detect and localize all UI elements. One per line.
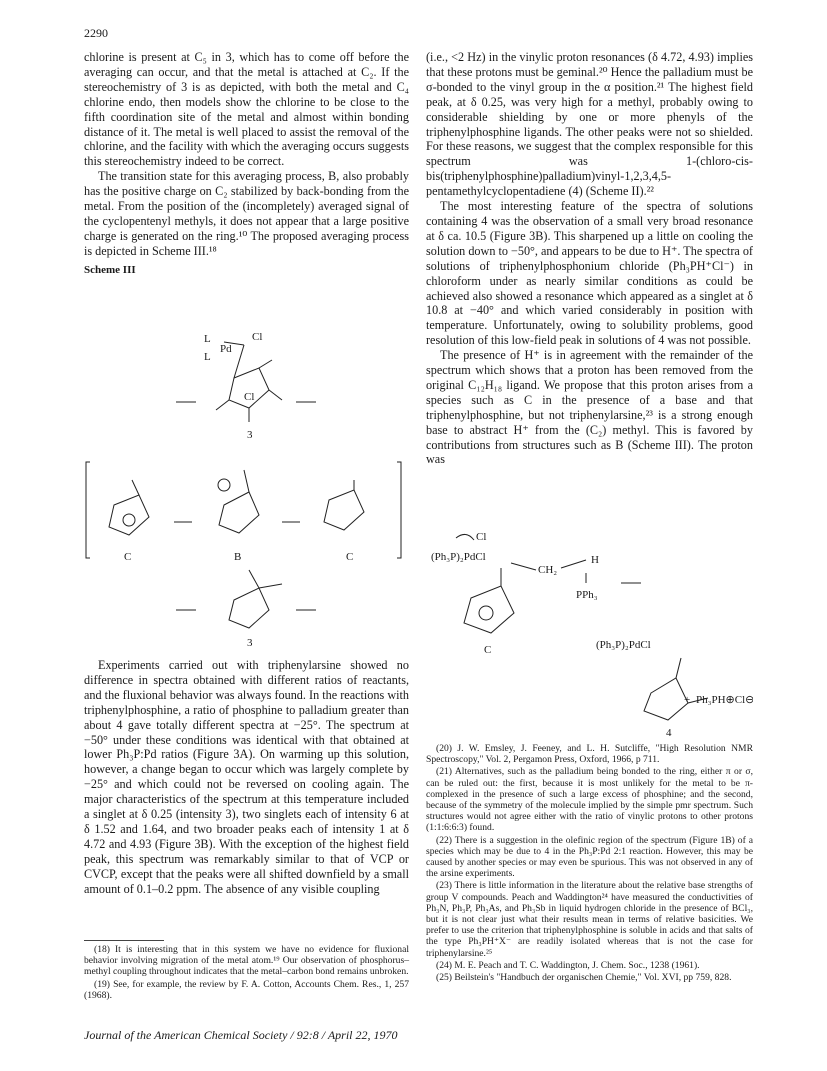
right-paragraph-1: (i.e., <2 Hz) in the vinylic proton resonances (δ 4.72, 4.93) implies that these protons must be geminal.²⁰ Hence the palladium must be σ-bonded to the vinyl group in the α position.²¹ The highest field peak, at δ 0.25, was very high for a methyl, probably owing to considerable shielding by one or more phenyls of the triphenylphosphine ligands. The other peaks were not so shielded. For these reasons, we suggest that the complex responsible for this spectrum was 1-(chloro-cis-bis(triphenylphosphine)palladium)vinyl-1,2,3,4,5-pentamethylcyclopentadiene (4) (Scheme II).²² <box>426 50 753 199</box>
rxn-cl-top: Cl <box>476 531 487 543</box>
footnotes-right <box>426 743 753 984</box>
footnote-24: (24) M. E. Peach and T. C. Waddington, J. Chem. Soc., 1238 (1961). <box>436 959 700 971</box>
scheme-label-3-top: 3 <box>247 429 253 441</box>
footnote-23: (23) There is little information in the literature about the relative base strengths of group V compounds. Peach and Waddington²⁴ have measured the conductivities of Ph₃N, Ph₃P, Ph₃As, and Ph₃Sb in liquid hydrogen chloride in the presence of BCl₃, but it is not clear just what their results mean in terms of relative basicities. We prefer to use the criterion that triphenylphosphine is soluble in acids and that salts of the type Ph₃PH⁺X⁻ are readily isolated whereas that is not the case for triphenylarsine.²⁵ <box>426 880 753 959</box>
footnote-rule <box>84 940 164 941</box>
rxn-label-4: 4 <box>666 727 672 739</box>
footnote-19: (19) See, for example, the review by F. A. Cotton, Accounts Chem. Res., 1, 257 (1968). <box>84 978 409 1001</box>
right-paragraph-3: The presence of H⁺ is in agreement with the remainder of the spectrum which shows that a proton has been removed from the original C₁₂H₁₈ ligand. We propose that this proton arises from a species such as C in the presence of a base and that triphenylphosphine, but not triphenylarsine,²³ is a strong enough base to abstract H⁺ from the (C₂) methyl. This is favored by contributions from structures such as B (Scheme III). The proton was <box>426 348 753 467</box>
scheme-label-3-bottom: 3 <box>247 637 253 649</box>
rxn-pph3: PPh₃ <box>576 589 598 601</box>
right-paragraph-2: The most interesting feature of the spectra of solutions containing 4 was the observation of a small very broad resonance at δ ca. 10.5 (Figure 3B). This sharpened up a little on cooling the solution down to −50°, and appears to be due to H⁺. The spectra of solutions of triphenylphosphonium chloride (Ph₃PH⁺Cl⁻) in chloroform under as nearly similar conditions as could be achieved also showed a resonance which appeared as a singlet at δ 10.8 at −40° and which varied considerably in position with temperature. Unfortunately, owing to solubility problems, good resolution of this low-field peak in solutions of 4 was not possible. <box>426 199 753 348</box>
scheme-iii-drawing <box>84 320 409 650</box>
footnote-22: (22) There is a suggestion in the olefinic region of the spectrum (Figure 1B) of a species which may be due to 4 in the Ph₃P:Pd 2:1 reaction. However, this may be caused by another species or may even be spurious. This was not observed in any of the arsine experiments. <box>426 834 753 880</box>
scheme-label-B: B <box>234 551 242 563</box>
scheme-label-C-left: C <box>124 551 132 563</box>
left-paragraph-1: chlorine is present at C₅ in 3, which has to come off before the averaging can occur, and that the metal is attached at C₂. If the stereochemistry of 3 is as depicted, with both the metal and C₄ chlorine endo, then models show the chlorine to be close to the fifth coordination site of the metal and almost within bonding distance of it. The metal is well placed to assist the removal of the chlorine, and the facility with which the averaging occurs suggests this stereochemistry indeed to be correct. <box>84 50 409 169</box>
scheme-iii-figure <box>84 320 409 650</box>
scheme-label-Cl2: Cl <box>244 391 255 403</box>
rxn-label-C: C <box>484 644 492 656</box>
rxn-h: H <box>591 554 599 566</box>
rxn-pd-complex: (Ph₃P)₂PdCl <box>431 551 486 563</box>
reaction-drawing <box>426 528 753 743</box>
left-lower-text <box>84 658 409 897</box>
rxn-plus: + <box>684 694 691 706</box>
footnote-25: (25) Beilstein's "Handbuch der organischen Chemie," Vol. XVI, pp 759, 828. <box>436 972 732 984</box>
left-paragraph-2: The transition state for this averaging process, B, also probably has the positive charge on C₂ stabilized by back-bonding from the metal. From the position of the (incompletely) averaged signal of the cyclopentenyl methyls, it does not appear that a large positive charge is generated on the ring.¹⁰ The proposed averaging process is depicted in Scheme III.¹⁸ <box>84 169 409 258</box>
footnotes-left <box>84 944 409 1002</box>
rxn-product-pd: (Ph₃P)₂PdCl <box>596 639 651 651</box>
rxn-ch2: CH₂ <box>538 564 558 576</box>
scheme-label-Cl1: Cl <box>252 331 263 343</box>
scheme-label: Scheme III <box>84 263 136 276</box>
scheme-label-C-right: C <box>346 551 354 563</box>
proton-abstraction-scheme <box>426 528 753 743</box>
footnote-21: (21) Alternatives, such as the palladium being bonded to the ring, either π or σ, can be ruled out: the first, because it is most unlikely for the metal to be π-complexed in the presence of such a large excess of phosphine; and the second, because of the symmetry of the molecule implied by the simple pmr spectrum. Such structures would not agree either with the ratio of vinylic protons to other protons (1:1:6:6:3) found. <box>426 766 753 834</box>
left-paragraph-3: Experiments carried out with triphenylarsine showed no difference in spectra obtained with different ratios of reactants, and the fluxional behavior was always found. In the reactions with triphenylphosphine, a ratio of phosphine to palladium greater than about 4 gave totally different spectra at −25°. The spectrum at −50° under these conditions was identical with that obtained at lower Ph₃P:Pd ratios (Figure 3A). On warming up this solution, however, a change began to occur which was largely complete by −25° and which could not be reversed on cooling again. The major characteristics of the spectrum at this temperature included a singlet at δ 0.25 (intensity 3), two singlets each of intensity 6 at δ 1.52 and 1.64, and two broader peaks each of intensity 1 at δ 4.72 and 4.93 (Figure 3B). With the exception of the highest field peak, this spectrum was remarkably similar to that of VCP or CVCP, except that the peaks were all shifted downfield by a small amount of 0.1–0.2 ppm. The absence of any visible coupling <box>84 658 409 896</box>
footnote-18: (18) It is interesting that in this system we have no evidence for fluxional behavior involving migration of the metal atom.¹⁹ Our observation of phosphorus–methyl coupling throughout indicates that the metal–carbon bond remains unbroken. <box>84 944 409 978</box>
rxn-byproduct: Ph₃PH⊕Cl⊖ <box>696 694 753 706</box>
scheme-label-L2: L <box>204 351 211 363</box>
page-number: 2290 <box>84 26 108 40</box>
footnote-20: (20) J. W. Emsley, J. Feeney, and L. H. Sutcliffe, "High Resolution NMR Spectroscopy," Vol. 2, Pergamon Press, Oxford, 1966, p 711. <box>426 743 753 766</box>
scheme-label-L1: L <box>204 333 211 345</box>
scheme-label-Pd: Pd <box>220 343 232 355</box>
journal-footer: Journal of the American Chemical Society / 92:8 / April 22, 1970 <box>84 1028 398 1042</box>
right-column <box>426 50 753 467</box>
left-column <box>84 50 409 278</box>
